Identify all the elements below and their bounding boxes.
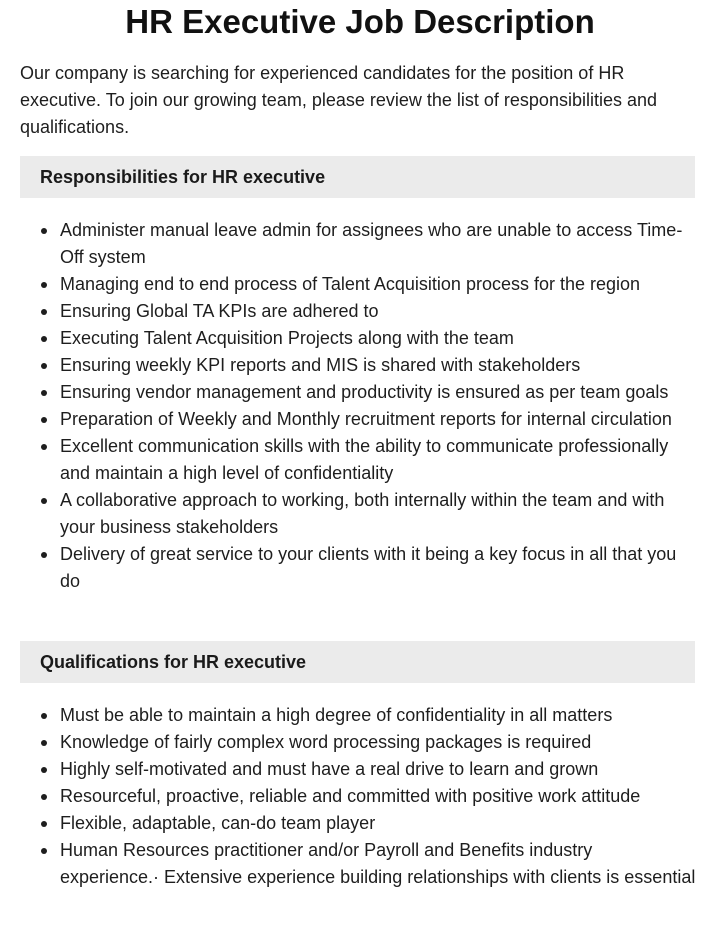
qualifications-list: [20, 702, 696, 891]
list-item: Resourceful, proactive, reliable and committed with positive work attitude: [20, 783, 696, 810]
list-item: Executing Talent Acquisition Projects along with the team: [20, 325, 696, 352]
responsibilities-list: [20, 217, 696, 595]
list-item: Knowledge of fairly complex word processing packages is required: [20, 729, 696, 756]
list-item: A collaborative approach to working, both internally within the team and with your business stakeholders: [20, 487, 696, 541]
list-item: Ensuring vendor management and productivity is ensured as per team goals: [20, 379, 696, 406]
list-item: Administer manual leave admin for assignees who are unable to access Time-Off system: [20, 217, 696, 271]
list-item: Excellent communication skills with the ability to communicate professionally and maintain a high level of confidentiality: [20, 433, 696, 487]
intro-paragraph: Our company is searching for experienced candidates for the position of HR executive. To join our growing team, please review the list of responsibilities and qualifications.: [20, 63, 658, 137]
responsibilities-heading: Responsibilities for HR executive: [20, 156, 695, 198]
list-item: Must be able to maintain a high degree of confidentiality in all matters: [20, 702, 696, 729]
list-item: Ensuring Global TA KPIs are adhered to: [20, 298, 696, 325]
list-item: Highly self-motivated and must have a real drive to learn and grown: [20, 756, 696, 783]
qualifications-heading: Qualifications for HR executive: [20, 641, 695, 683]
list-item: Ensuring weekly KPI reports and MIS is shared with stakeholders: [20, 352, 696, 379]
list-item: Preparation of Weekly and Monthly recruitment reports for internal circulation: [20, 406, 696, 433]
list-item: Managing end to end process of Talent Acquisition process for the region: [20, 271, 696, 298]
list-item: Human Resources practitioner and/or Payroll and Benefits industry experience.· Extensive experience building relationships with clients is essential: [20, 837, 696, 891]
list-item: Delivery of great service to your clients with it being a key focus in all that you do: [20, 541, 696, 595]
list-item: Flexible, adaptable, can-do team player: [20, 810, 696, 837]
page-title: HR Executive Job Description: [125, 3, 595, 40]
